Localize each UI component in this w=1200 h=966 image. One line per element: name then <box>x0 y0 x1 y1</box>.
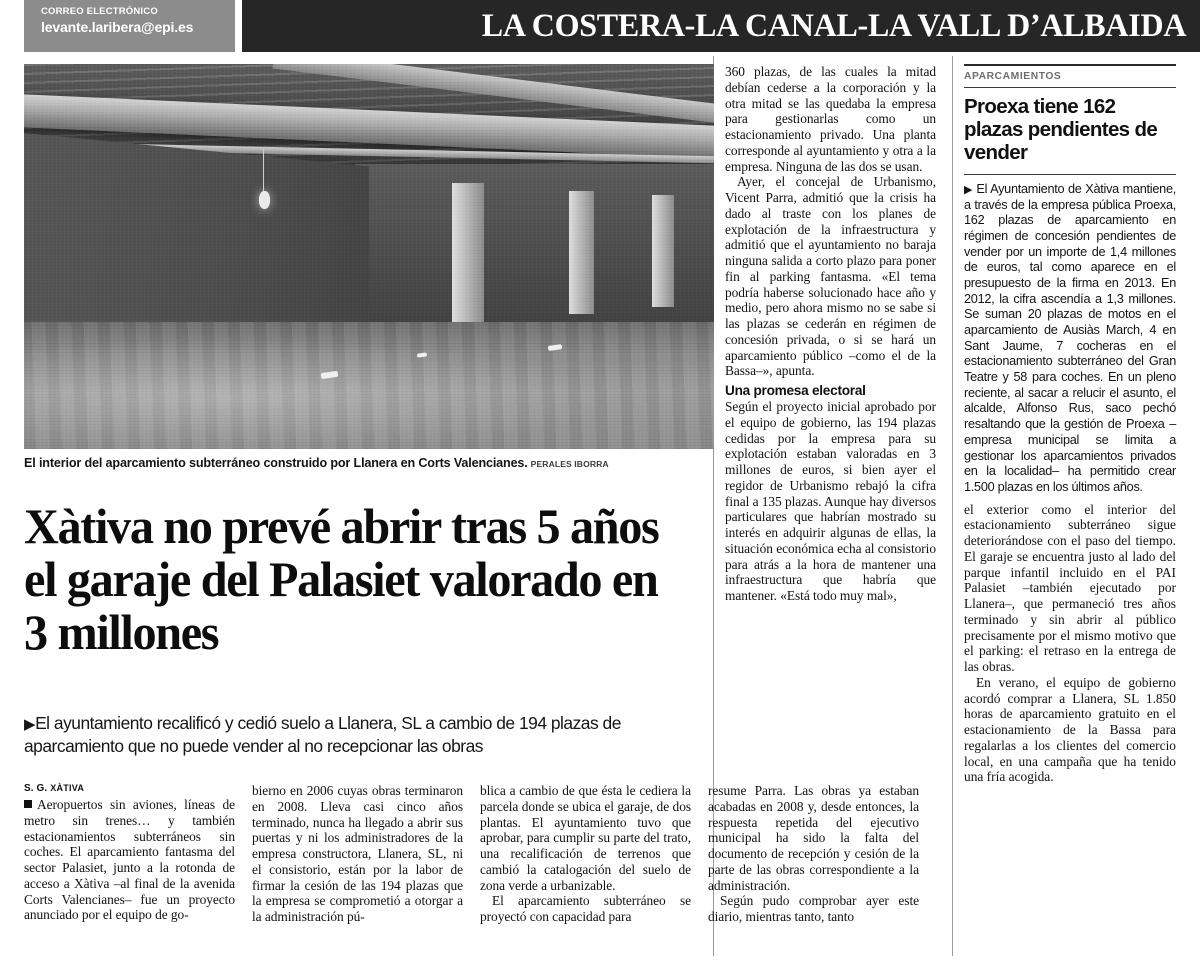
photo-credit: PERALES IBORRA <box>530 459 609 469</box>
body-text-col4-top <box>725 64 936 379</box>
body-col4-top-paragraph-1: 360 plazas, de las cuales la mitad debían cederse a la corporación y la otra mitad se las quedaba la empresa para gestionarlas como un estacionamiento privado. Una planta corresponde al ayuntamiento y otra a la empresa. Ninguna de las dos se usan. <box>725 64 936 174</box>
masthead-gap <box>235 0 242 52</box>
sidebar-body-paragraph: El Ayuntamiento de Xàtiva mantiene, a través de la empresa pública Proexa, 162 plazas de aparcamiento en régimen de concesión pendientes de vender por un importe de 1,4 millones de euros, tal como aparece en el presupuesto de la firma en 2013. En 2012, la cifra ascendía a 1,3 millones. Se suman 20 plazas de motos en el aparcamiento de Ausiàs March, 4 en Sant Jaume, 7 cocheras en el estacionamiento subterráneo del Gran Teatre y 58 para coches. En un pleno reciente, al sacar a relucir el asunto, el alcalde, Alfonso Rus, saco pechó resaltando que la gestión de Proexa –empresa municipal se limita a gestionar los aparcamientos privados en la localidad– ha permitido crear 1.500 plazas en los últimos años. <box>964 181 1176 494</box>
email-contact-box <box>24 0 235 52</box>
article-column-top-right <box>725 64 936 764</box>
byline-place: XÀTIVA <box>50 783 85 793</box>
article-standfirst <box>24 712 714 757</box>
sidebar-article <box>964 64 1176 966</box>
sidebar-rule-under-headline <box>964 174 1176 175</box>
body-text-col4-bottom <box>708 783 919 925</box>
body-column-4-bottom <box>708 783 919 966</box>
page-content <box>0 52 1200 966</box>
section-title-bar <box>242 0 1200 52</box>
body-col4-top-paragraph-2: Ayer, el concejal de Urbanismo, Vicent Parra, admitió que la crisis ha dado al traste con los planes de explotación de la infraestructura y admitió que el ayuntamiento no baraja ninguna salida a corto plazo para poner fin al parking fantasma. «El tema podría haberse solucionado hace año y medio, pero ahora mismo no se sabe si las plazas se cederán en régimen de concesión privada, o si se hará un aparcamiento público –como el de la Bassa–», apunta. <box>725 174 936 379</box>
body-col4-sub-paragraph-1: Según el proyecto inicial aprobado por el equipo de gobierno, las 194 plazas cedidas por la empresa para su explotación estaban valoradas en 3 millones de euros, si bien ayer el regidor de Urbanismo rebajó la cifra final a 135 plazas. Aunque hay diversos particulares que habrían mostrado su interés en adquirir algunas de ellas, la situación económica echa al consistorio para atrás a la hora de mantener una infraestructura que habría que mantener. «Está todo muy mal», <box>725 399 936 603</box>
sidebar-continuation-paragraph-2: En verano, el equipo de gobierno acordó comprar a Llanera, SL 1.850 horas de aparcamiento gratuito en el estacionamiento de la Bassa para regalarlas a los clientes del comercio local, en una campaña que ha tenido una fría acogida. <box>964 674 1176 785</box>
body-column-3 <box>480 783 691 966</box>
byline <box>24 783 235 794</box>
standfirst-text: El ayuntamiento recalificó y cedió suelo a Llanera, SL a cambio de 194 plazas de aparcamiento que no puede vender al no recepcionar las obras <box>24 713 621 756</box>
column-divider-2 <box>952 56 953 956</box>
body-text-col2 <box>252 783 463 925</box>
sidebar-rule-top <box>964 64 1176 66</box>
article-headline: Xàtiva no prevé abrir tras 5 años el garaje del Palasiet valorado en 3 millones <box>24 498 659 660</box>
body-col3-paragraph-1: blica a cambio de que ésta le cediera la parcela donde se ubica el garaje, de dos plantas. El ayuntamiento tuvo que aprobar, para cumplir su parte del trato, una recalificación de terrenos que cambió la catalogación del suelo de zona verde a urbanizable. <box>480 783 691 893</box>
body-column-2 <box>252 783 463 966</box>
photo-caption <box>24 456 714 471</box>
paragraph-bullet-square <box>24 800 32 808</box>
body-column-1 <box>24 783 235 966</box>
photo-grain-overlay <box>24 64 714 449</box>
article-subhead: Una promesa electoral <box>725 383 866 398</box>
body-text-col4-sub <box>725 399 936 604</box>
body-col2-paragraph-1: bierno en 2006 cuyas obras terminaron en 2008. Lleva casi cinco años terminado, nunca ha llegado a abrir sus puertas y ni los administradores de la empresa constructora, Llanera, SL, ni el consistorio, están por la labor de firmar la cesión de las 194 plazas que la empresa se comprometió a otorgar a la administración pú- <box>252 783 463 924</box>
article-body-columns <box>24 783 950 966</box>
masthead <box>0 0 1200 52</box>
sidebar-arrow-icon: ▶ <box>964 183 973 196</box>
body-text-col1 <box>24 797 235 923</box>
sidebar-body-text <box>964 182 1176 496</box>
standfirst-arrow-icon: ▶ <box>24 716 36 733</box>
body-col4-bottom-paragraph-1: resume Parra. Las obras ya estaban acabadas en 2008 y, desde entonces, la respuesta repetida del ejecutivo municipal ha sido la falta del documento de recepción y cesión de la parte de las obras correspondiente a la administración. <box>708 783 919 893</box>
byline-author: S. G. <box>24 783 48 794</box>
photo-caption-text: El interior del aparcamiento subterráneo construido por Llanera en Corts Valencianes. <box>24 456 528 470</box>
sidebar-headline: Proexa tiene 162 plazas pendientes de vender <box>964 95 1158 164</box>
sidebar-kicker: APARCAMIENTOS <box>964 71 1062 82</box>
sidebar-rule-under-kicker <box>964 87 1176 88</box>
body-text-col3 <box>480 783 691 925</box>
underground-parking-photo <box>24 64 714 449</box>
article-photo-frame <box>24 64 714 449</box>
sidebar-continuation-text <box>964 502 1176 786</box>
body-col3-paragraph-2: El aparcamiento subterráneo se proyectó con capacidad para <box>480 893 691 924</box>
email-address[interactable]: levante.laribera@epi.es <box>41 18 194 35</box>
section-title: LA COSTERA-LA CANAL-LA VALL D’ALBAIDA <box>481 7 1186 44</box>
sidebar-continuation-paragraph-1: el exterior como el interior del estacionamiento subterráneo sigue deteriorándose con el paso del tiempo. El garaje se encuentra justo al lado del parque infantil incluido en el PAI Palasiet –también ejecutado por Llanera–, que permaneció tres años terminado y sin abrir al público precisamente por el mismo motivo que el parking: el retraso en la entrega de las obras. <box>964 501 1176 675</box>
email-kicker-label: CORREO ELECTRÓNICO <box>41 6 158 17</box>
body-col1-paragraph-1: Aeropuertos sin aviones, líneas de metro sin trenes… y también estacionamientos subterráneos sin coches. El aparcamiento fantasma del sector Palasiet, junto a la rotonda de acceso a Xàtiva –al final de la avenida Corts Valencianes– fue un proyecto anunciado por el equipo de go- <box>24 797 235 923</box>
body-col4-bottom-paragraph-2: Según pudo comprobar ayer este diario, mientras tanto, tanto <box>708 893 919 924</box>
masthead-left-padding <box>0 0 24 52</box>
